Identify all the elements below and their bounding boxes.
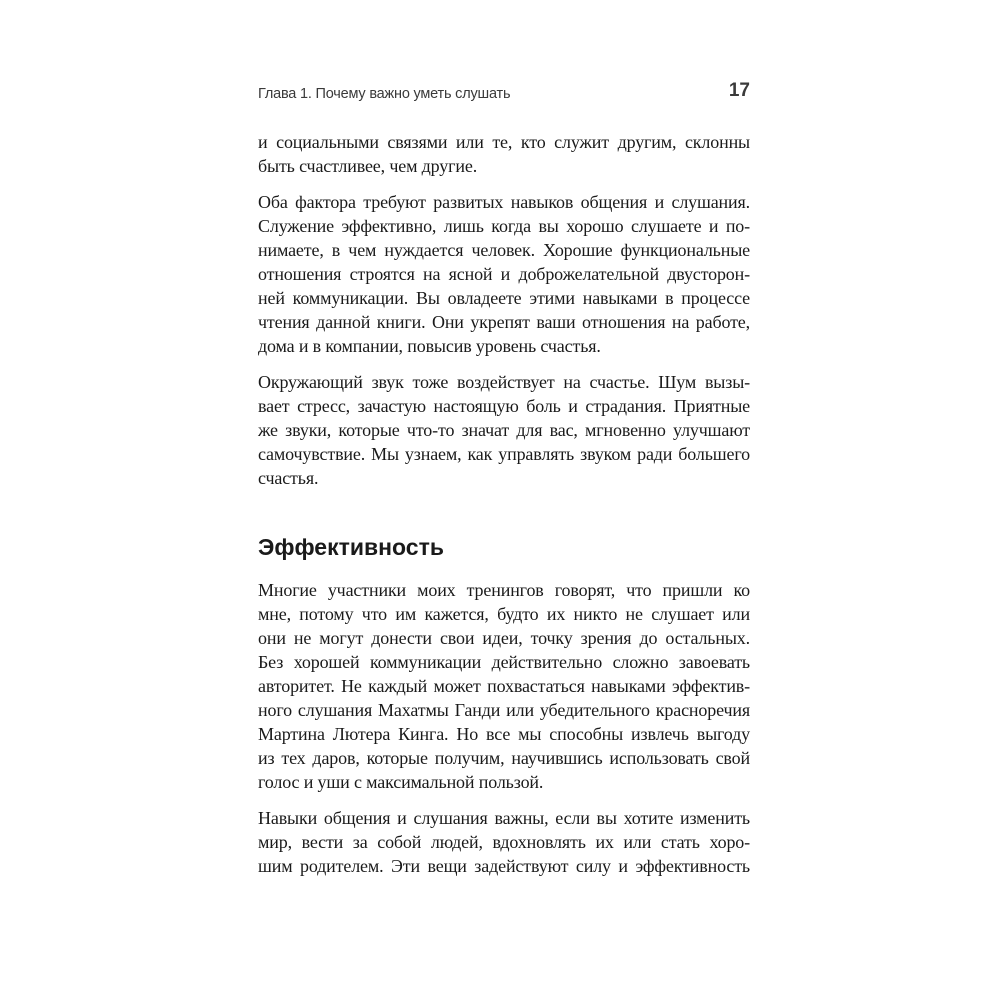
text-line: мне, потому что им кажется, будто их никто не слушает или xyxy=(258,604,750,624)
text-line: ней коммуникации. Вы овладеете этими навыками в процессе xyxy=(258,288,750,308)
text-line: Оба фактора требуют развитых навыков общения и слушания. xyxy=(258,192,750,212)
text-line: из тех даров, которые получим, научившись использовать свой xyxy=(258,748,750,768)
body-text xyxy=(258,130,750,878)
paragraph xyxy=(258,190,750,358)
running-header xyxy=(258,80,750,108)
text-line: Окружающий звук тоже воздействует на счастье. Шум вызы- xyxy=(258,372,750,392)
text-line: быть счастливее, чем другие. xyxy=(258,156,478,176)
text-line: они не могут донести свои идеи, точку зрения до остальных. xyxy=(258,628,750,648)
text-line: Без хорошей коммуникации действительно сложно завоевать xyxy=(258,652,750,672)
text-line: чтения данной книги. Они укрепят ваши отношения на работе, xyxy=(258,312,750,332)
text-line: Навыки общения и слушания важны, если вы хотите изменить xyxy=(258,808,750,828)
text-line: и социальными связями или те, кто служит другим, склонны xyxy=(258,132,750,152)
text-line: голос и уши с максимальной пользой. xyxy=(258,772,544,792)
text-line: ного слушания Махатмы Ганди или убедительного красноречия xyxy=(258,700,750,720)
paragraph xyxy=(258,370,750,490)
text-line: Мартина Лютера Кинга. Но все мы способны извлечь выгоду xyxy=(258,724,750,744)
text-line: Многие участники моих тренингов говорят, что пришли ко xyxy=(258,580,750,600)
text-line: дома и в компании, повысив уровень счастья. xyxy=(258,336,601,356)
paragraph xyxy=(258,578,750,794)
text-line: Служение эффективно, лишь когда вы хорошо слушаете и по- xyxy=(258,216,750,236)
text-line: мир, вести за собой людей, вдохновлять их или стать хоро- xyxy=(258,832,750,852)
page-number: 17 xyxy=(728,80,750,101)
text-line: счастья. xyxy=(258,468,319,488)
text-line: отношения строятся на ясной и доброжелательной двусторон- xyxy=(258,264,750,284)
paragraph xyxy=(258,806,750,878)
text-line: же звуки, которые что-то значат для вас, мгновенно улучшают xyxy=(258,420,750,440)
text-line: шим родителем. Эти вещи задействуют силу и эффективность xyxy=(258,856,750,876)
text-line: самочувствие. Мы узнаем, как управлять звуком ради большего xyxy=(258,444,750,464)
text-line: нимаете, в чем нуждается человек. Хорошие функциональные xyxy=(258,240,750,260)
text-line: вает стресс, зачастую настоящую боль и страдания. Приятные xyxy=(258,396,750,416)
chapter-title: Глава 1. Почему важно уметь слушать xyxy=(258,86,511,102)
section-heading: Эффективность xyxy=(258,534,444,560)
text-line: авторитет. Не каждый может похвастаться навыками эффектив- xyxy=(258,676,750,696)
paragraph xyxy=(258,130,750,178)
